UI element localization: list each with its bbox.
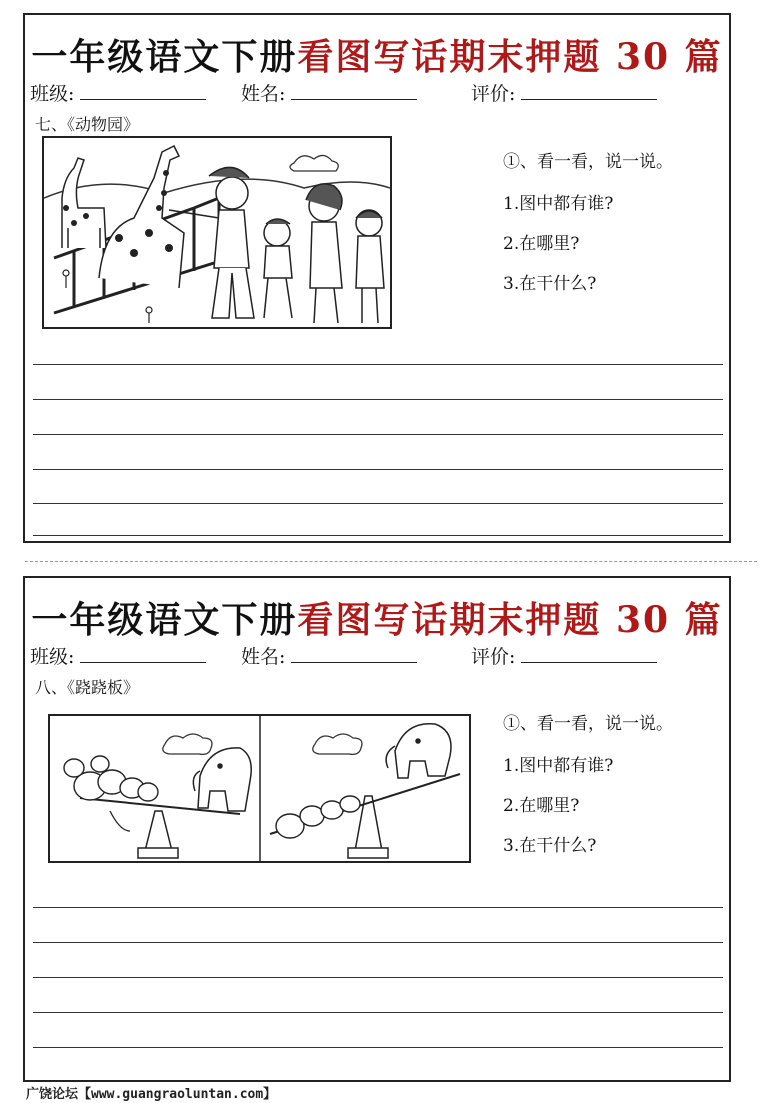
class-label: 班级:	[30, 646, 75, 668]
name-blank[interactable]	[291, 642, 417, 663]
question-what: 3.在干什么?	[503, 274, 597, 294]
name-label: 姓名:	[241, 83, 286, 105]
class-field	[30, 79, 206, 106]
question-lead: ①、看一看，说一说。	[503, 714, 673, 734]
worksheet-zoo	[23, 13, 731, 543]
section-title: 七、《动物园》	[35, 115, 140, 134]
worksheet-title	[25, 592, 729, 643]
class-field	[30, 642, 206, 669]
question-who: 1.图中都有谁?	[503, 756, 614, 776]
writing-line[interactable]	[33, 1047, 723, 1048]
writing-line[interactable]	[33, 399, 723, 400]
writing-line[interactable]	[33, 907, 723, 908]
writing-line[interactable]	[33, 364, 723, 365]
footer-source: 广饶论坛【www.guangraoluntan.com】	[26, 1087, 277, 1102]
title-black-part: 一年级语文下册	[31, 36, 298, 78]
name-label: 姓名:	[241, 646, 286, 668]
writing-line[interactable]	[33, 535, 723, 536]
writing-line[interactable]	[33, 503, 723, 504]
worksheet-title	[25, 29, 729, 80]
grade-blank[interactable]	[521, 642, 657, 663]
class-blank[interactable]	[80, 79, 206, 100]
name-field	[241, 79, 417, 106]
sheet-divider	[25, 561, 757, 562]
question-where: 2.在哪里?	[503, 796, 580, 816]
writing-line[interactable]	[33, 469, 723, 470]
grade-blank[interactable]	[521, 79, 657, 100]
title-red-part: 看图写话期末押题 30 篇	[297, 36, 723, 78]
zoo-illustration	[42, 136, 392, 329]
grade-field	[471, 79, 657, 106]
section-title: 八、《跷跷板》	[35, 678, 140, 697]
question-where: 2.在哪里?	[503, 234, 580, 254]
guiding-questions	[503, 712, 673, 874]
class-label: 班级:	[30, 83, 75, 105]
question-what: 3.在干什么?	[503, 836, 597, 856]
question-lead: ①、看一看，说一说。	[503, 152, 673, 172]
grade-label: 评价:	[471, 646, 516, 668]
guiding-questions	[503, 150, 673, 312]
name-blank[interactable]	[291, 79, 417, 100]
grade-field	[471, 642, 657, 669]
grade-label: 评价:	[471, 83, 516, 105]
class-blank[interactable]	[80, 642, 206, 663]
writing-line[interactable]	[33, 1012, 723, 1013]
writing-line[interactable]	[33, 434, 723, 435]
writing-line[interactable]	[33, 942, 723, 943]
question-who: 1.图中都有谁?	[503, 194, 614, 214]
title-red-part: 看图写话期末押题 30 篇	[297, 599, 723, 641]
seesaw-illustration	[48, 714, 471, 863]
name-field	[241, 642, 417, 669]
title-black-part: 一年级语文下册	[31, 599, 298, 641]
writing-line[interactable]	[33, 977, 723, 978]
worksheet-seesaw	[23, 576, 731, 1082]
